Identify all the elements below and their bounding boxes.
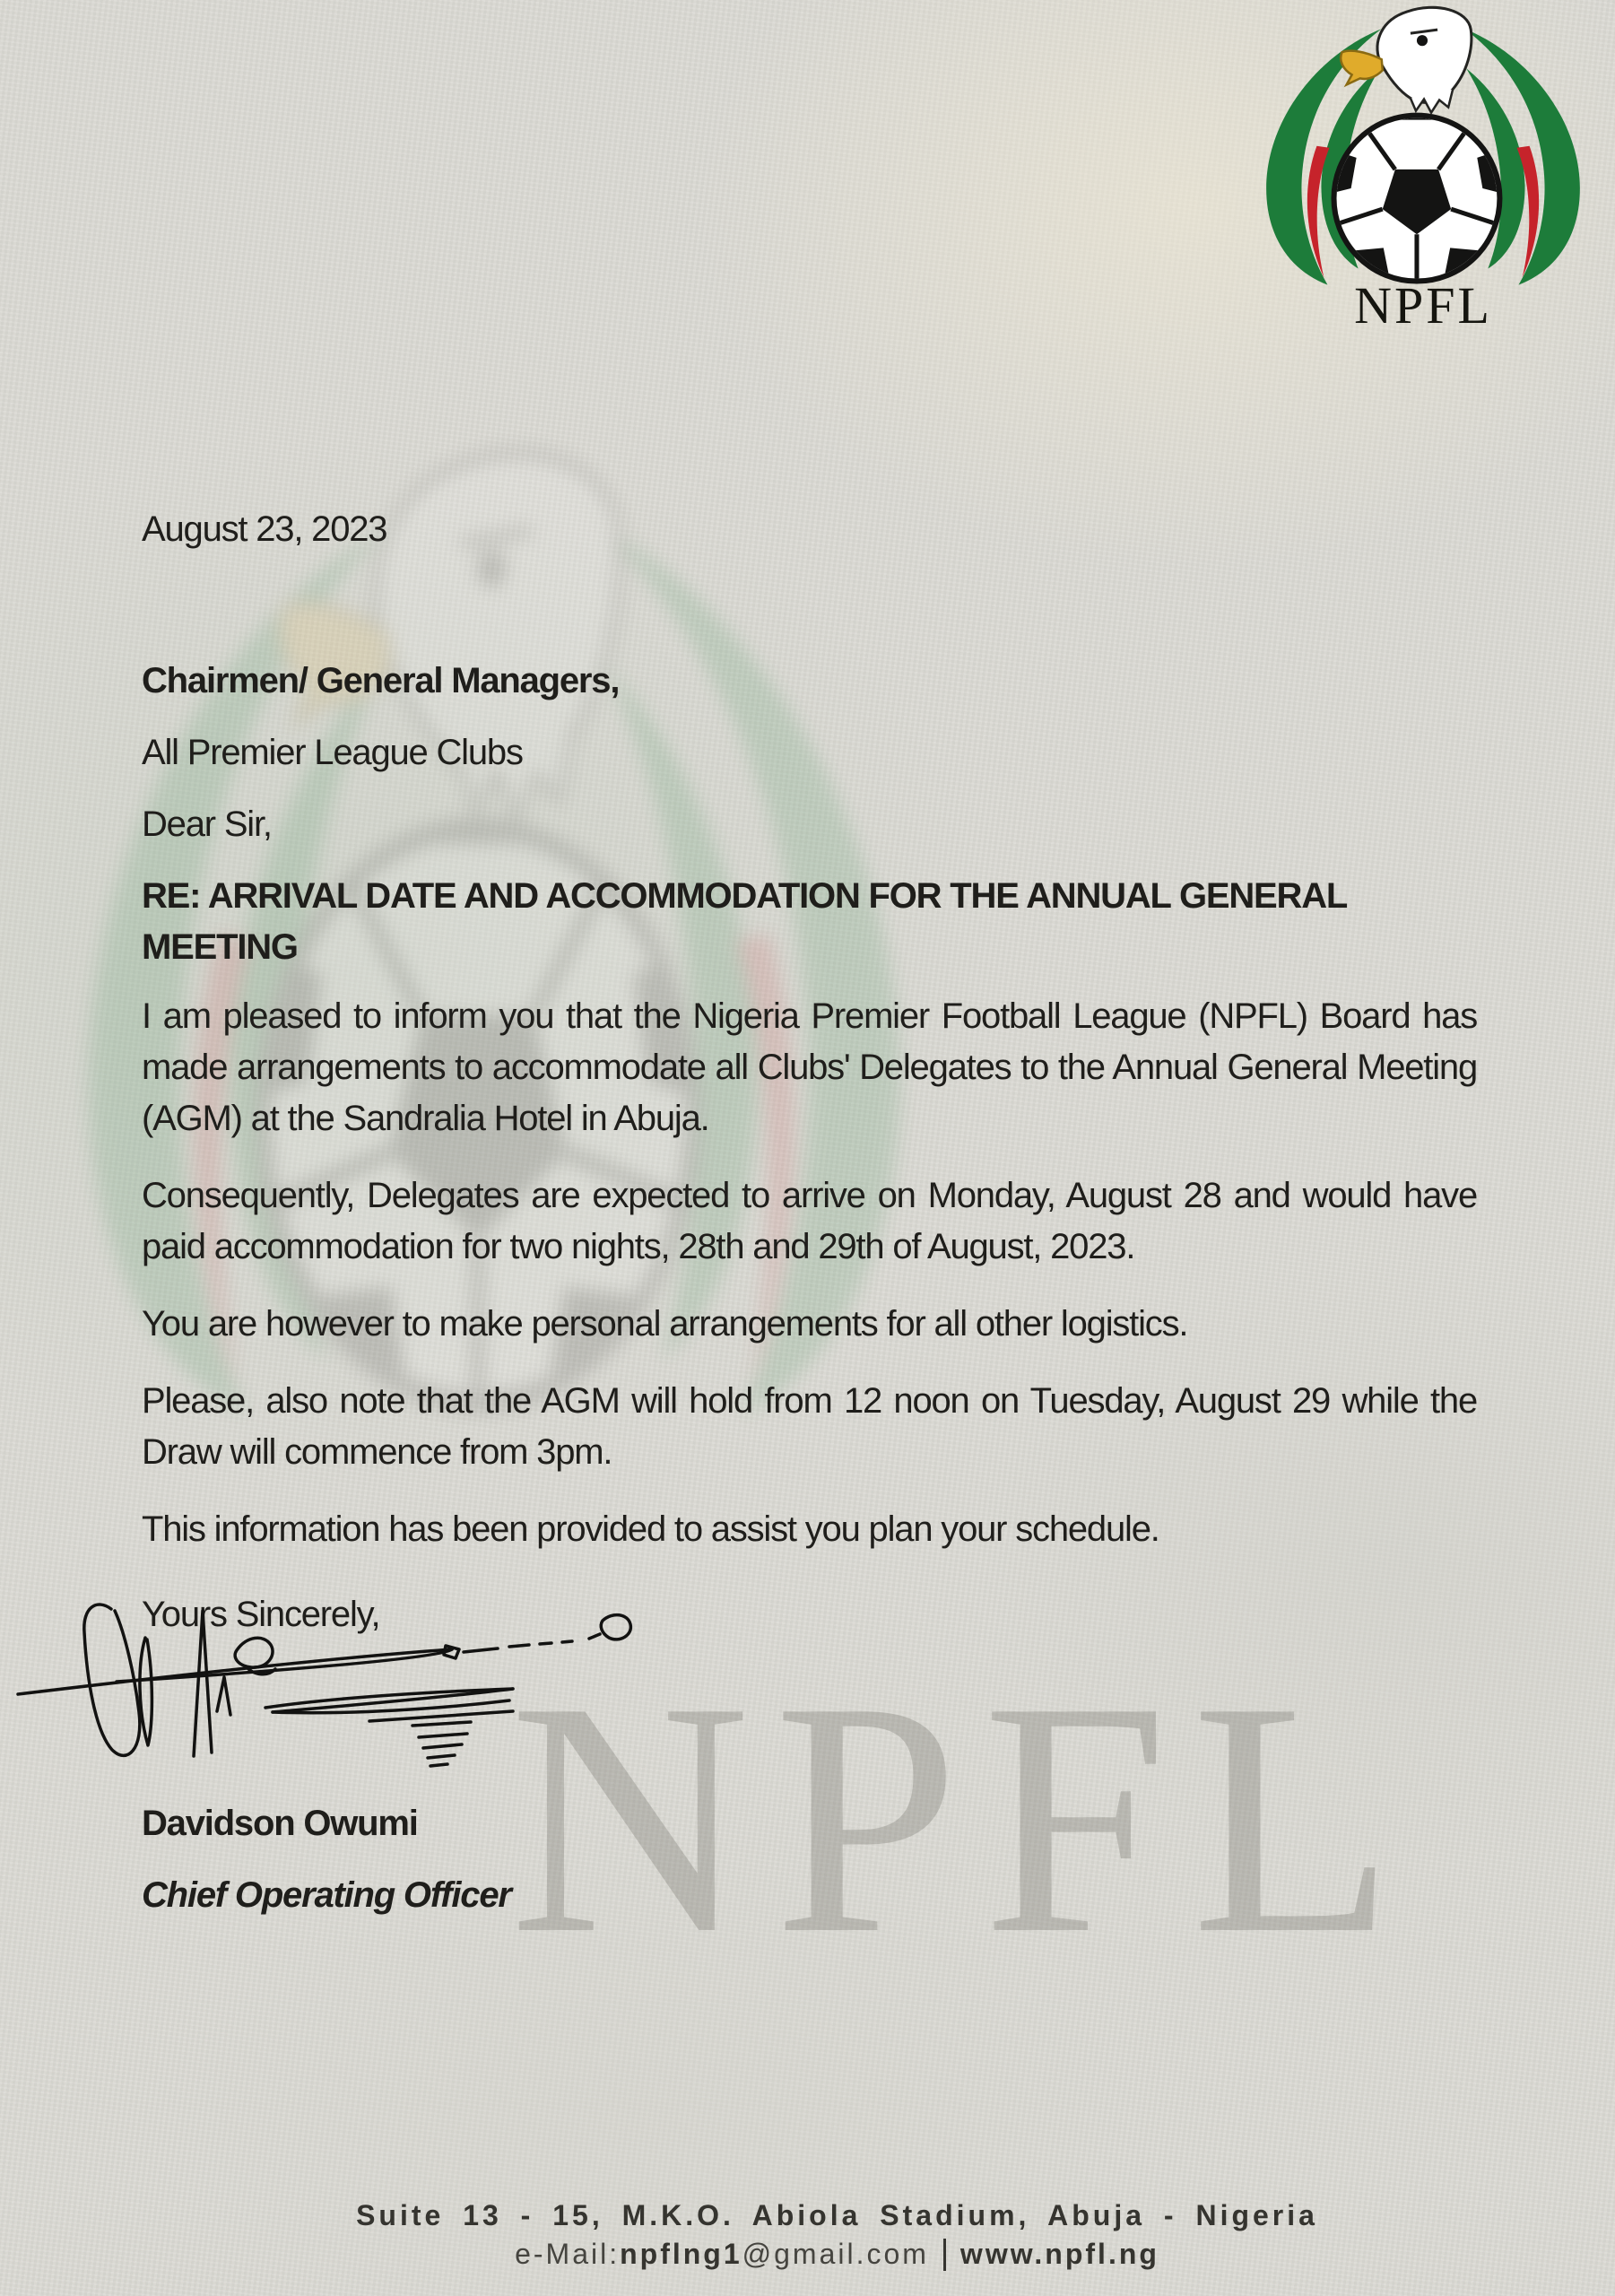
signature-scrawl bbox=[11, 1593, 638, 1799]
email-user: npflng1 bbox=[620, 2238, 742, 2270]
paragraph-3: You are however to make personal arrangements for all other logistics. bbox=[142, 1304, 1188, 1344]
npfl-logo bbox=[1245, 5, 1602, 335]
npfl-watermark-text: NPFL bbox=[509, 1634, 1419, 2003]
email-domain: @gmail.com bbox=[742, 2238, 929, 2270]
recipient-line-1: Chairmen/ General Managers, bbox=[142, 661, 620, 700]
npfl-logo-wordmark: NPFL bbox=[1354, 275, 1492, 335]
recipient-line-2: All Premier League Clubs bbox=[142, 733, 523, 772]
npfl-crest-icon bbox=[1245, 5, 1602, 285]
footer-divider bbox=[943, 2239, 946, 2271]
paragraph-5: This information has been provided to assist you plan your schedule. bbox=[142, 1509, 1159, 1549]
signer-name: Davidson Owumi bbox=[142, 1804, 418, 1843]
email-label: e-Mail: bbox=[515, 2238, 621, 2270]
paragraph-1: I am pleased to inform you that the Nigeria Premier Football League (NPFL) Board has made arrangements to accommodate all Clubs' Delegates to the Annual General Meeting (AGM) at the Sandralia Hotel in Abuja. bbox=[142, 996, 1477, 1138]
subject-line: RE: ARRIVAL DATE AND ACCOMMODATION FOR THE ANNUAL GENERAL MEETING bbox=[142, 876, 1347, 967]
website: www.npfl.ng bbox=[959, 2238, 1159, 2270]
footer-address: Suite 13 - 15, M.K.O. Abiola Stadium, Abuja - Nigeria bbox=[356, 2199, 1318, 2231]
footer-contact bbox=[59, 2236, 1615, 2272]
paragraph-4: Please, also note that the AGM will hold from 12 noon on Tuesday, August 29 while the Draw will commence from 3pm. bbox=[142, 1381, 1477, 1472]
paragraph-2: Consequently, Delegates are expected to arrive on Monday, August 28 and would have paid accommodation for two nights, 28th and 29th of August, 2023. bbox=[142, 1176, 1477, 1266]
letter-footer bbox=[0, 2197, 1615, 2272]
letter-date: August 23, 2023 bbox=[142, 509, 387, 549]
signer-title: Chief Operating Officer bbox=[142, 1875, 511, 1915]
salutation: Dear Sir, bbox=[142, 804, 272, 844]
closing: Yours Sincerely, bbox=[142, 1595, 380, 1634]
